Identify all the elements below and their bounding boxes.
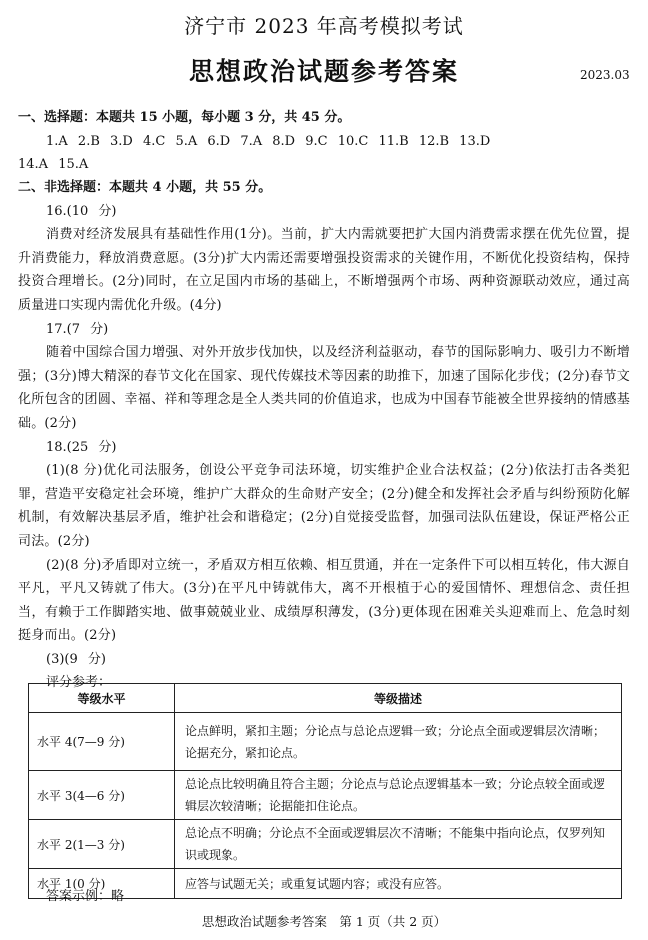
table-cell-description: 应答与试题无关；或重复试题内容；或没有应答。 xyxy=(175,869,622,899)
q17-label: 17.(7 分) xyxy=(46,321,109,337)
page-footer: 思想政治试题参考答案 第 1 页（共 2 页） xyxy=(201,914,447,929)
table-cell-description: 论点鲜明，紧扣主题；分论点与总论点逻辑一致；分论点全面或逻辑层次清晰；论据充分，紧扣论点。 xyxy=(175,713,622,771)
document-date: 2023.03 xyxy=(580,68,630,82)
table-row xyxy=(29,771,622,820)
q16-answer: 消费对经济发展具有基础性作用(1分)。当前，扩大内需就要把扩大国内消费需求摆在优先位置，提升消费能力，释放消费意愿。(3分)扩大内需还需要增强投资需求的关键作用，不断优化投资结构，保持投资合理增长。(2分)同时，在立足国内市场的基础上，不断增强两个市场、两种资源联动效应，通过高质量进口实现内需优化升级。(4分) xyxy=(18,227,630,313)
table-cell-level: 水平 1(0 分) xyxy=(29,869,175,899)
grading-table xyxy=(28,683,622,899)
section-heading-choice: 一、选择题：本题共 15 小题，每小题 3 分，共 45 分。 xyxy=(18,110,351,125)
q18-part3-label: (3)(9 分) xyxy=(46,651,106,667)
table-cell-level: 水平 4(7—9 分) xyxy=(29,713,175,771)
table-cell-description: 总论点比较明确且符合主题；分论点与总论点逻辑基本一致；分论点较全面或逻辑层次较清晰；论据能扣住论点。 xyxy=(175,771,622,820)
q18-part1-answer: (1)(8 分)优化司法服务，创设公平竞争司法环境，切实维护企业合法权益；(2分)依法打击各类犯罪，营造平安稳定社会环境，维护广大群众的生命财产安全；(2分)健全和发挥社会矛盾与纠纷预防化解机制，有效解决基层矛盾，维护社会和谐稳定；(2分)自觉接受监督，加强司法队伍建设，保证严格公正司法。(2分) xyxy=(18,463,630,549)
table-cell-level: 水平 3(4—6 分) xyxy=(29,771,175,820)
table-row xyxy=(29,713,622,771)
table-header-description: 等级描述 xyxy=(175,684,622,713)
table-row xyxy=(29,820,622,869)
table-header-row xyxy=(29,684,622,713)
table-cell-description: 总论点不明确；分论点不全面或逻辑层次不清晰；不能集中指向论点，仅罗列知识或现象。 xyxy=(175,820,622,869)
q17-answer: 随着中国综合国力增强、对外开放步伐加快，以及经济利益驱动，春节的国际影响力、吸引力不断增强；(3分)博大精深的春节文化在国家、现代传媒技术等因素的助推下，加速了国际化步伐；(2分)春节文化所包含的团圆、幸福、祥和等理念是全人类共同的价值追求，也成为中国春节能被全世界接纳的情感基础。(2分) xyxy=(18,345,630,431)
table-cell-level: 水平 2(1—3 分) xyxy=(29,820,175,869)
q16-label: 16.(10 分) xyxy=(46,203,117,219)
document-title: 思想政治试题参考答案 xyxy=(188,57,459,86)
section-essay xyxy=(18,176,630,695)
table-header-level: 等级水平 xyxy=(29,684,175,713)
section-heading-essay: 二、非选择题：本题共 4 小题，共 55 分。 xyxy=(18,180,272,195)
q18-label: 18.(25 分) xyxy=(46,439,117,455)
q18-part2-answer: (2)(8 分)矛盾即对立统一，矛盾双方相互依赖、相互贯通，并在一定条件下可以相互转化，伟大源自平凡，平凡又铸就了伟大。(3分)在平凡中铸就伟大，离不开根植于心的爱国情怀、理想信念、责任担当，有赖于工作脚踏实地、做事兢兢业业、成绩厚积薄发，(3分)更体现在困难关头迎难而上、危急时刻挺身而出。(2分) xyxy=(18,557,630,644)
answer-example: 答案示例：略 xyxy=(46,889,125,904)
section-choice xyxy=(18,106,630,177)
choice-answers-line1: 1.A 2.B 3.D 4.C 5.A 6.D 7.A 8.D 9.C 10.C 11.B 12.B 13.D xyxy=(46,133,491,149)
exam-title: 济宁市 2023 年高考模拟考试 xyxy=(184,14,464,38)
scoring-label: 评分参考： xyxy=(46,675,112,691)
choice-answers-line2: 14.A 15.A xyxy=(18,157,89,173)
